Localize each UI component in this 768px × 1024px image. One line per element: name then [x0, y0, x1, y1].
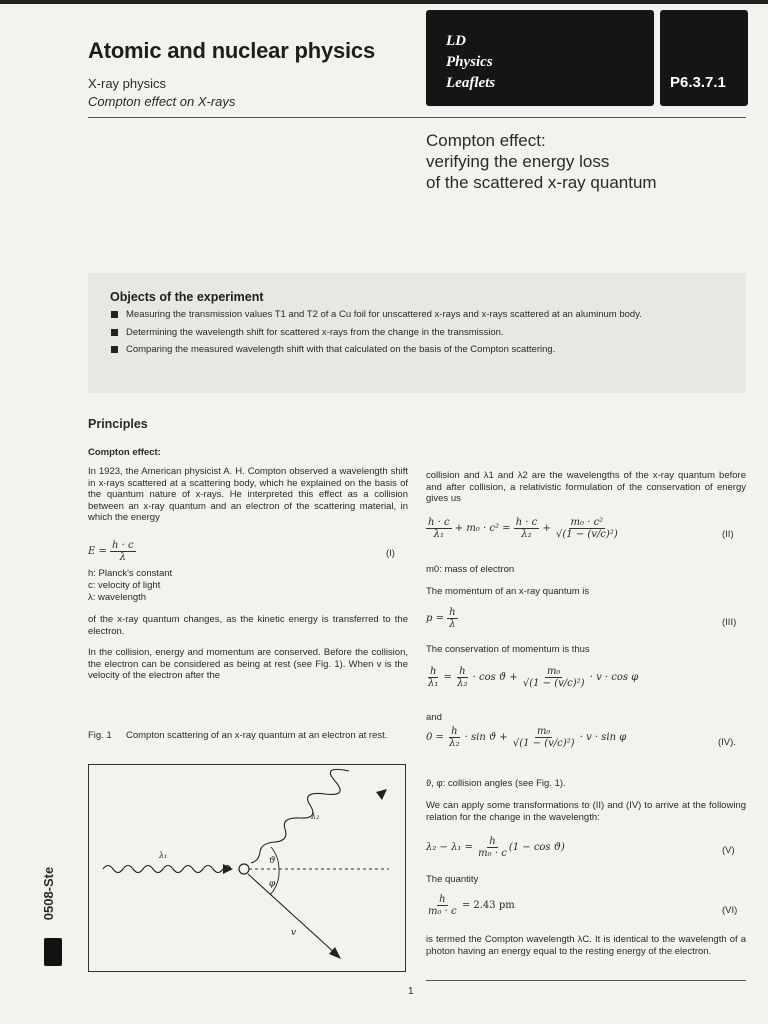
headline-line-2: verifying the energy loss	[426, 152, 610, 171]
header-rule	[88, 117, 746, 118]
compton-wavelength-value: = 2.43 pm	[461, 900, 515, 911]
incident-photon-wave	[103, 866, 231, 873]
scattering-diagram	[89, 765, 405, 971]
equation-2: $\frac{h \cdot c}{\text{λ₁}}$ + m₀ · c² = $\frac{h \cdot c}{\text{λ₂}}$ + $\frac{\text{m₀ · c²}}{\text{√(1 − (v/c)²)}}$	[428, 517, 618, 540]
headline	[426, 130, 657, 193]
subject-line: X-ray physics	[88, 76, 167, 91]
side-code-text: 0508-Ste	[41, 866, 57, 921]
definitions	[88, 568, 288, 604]
scattered-photon-wave	[251, 769, 349, 863]
leaflet-code: P6.3.7.1	[670, 74, 726, 91]
figure-compton-scattering	[88, 764, 406, 972]
collision-angles-text: ϑ, φ: collision angles (see Fig. 1).	[426, 778, 566, 789]
top-border	[0, 0, 768, 4]
scattered-arrowhead	[376, 789, 387, 800]
equation-1: E = $\frac{h \cdot c}{\lambda}$	[88, 540, 134, 563]
badge-line-ld: LD	[446, 33, 466, 49]
badge-line-leaflets: Leaflets	[446, 75, 496, 91]
equation-1-label: (I)	[386, 548, 395, 559]
quantity-text: The quantity	[426, 874, 479, 885]
theta-label: ϑ	[269, 856, 276, 866]
velocity-label: v	[291, 928, 297, 938]
equation-2-label: (II)	[722, 529, 734, 540]
objects-title: Objects of the experiment	[110, 290, 264, 304]
equation-3-label: (III)	[722, 617, 737, 628]
equation-4a: $\frac{h}{\text{λ₁}}$ = $\frac{h}{\text{λ₂}}$ · cos ϑ + $\frac{\text{m₀}}{\text{√(1 − (v/c)²)}}$ · v · cos φ	[428, 666, 639, 689]
leaflet-code-badge	[660, 10, 748, 106]
objects-list	[108, 309, 738, 362]
topic-line: Compton effect on X-rays	[88, 94, 236, 109]
side-code	[41, 856, 70, 936]
equation-3: p = $\frac{h}{\lambda}$	[426, 607, 456, 630]
definition-lambda: λ: wavelength	[88, 592, 147, 603]
energy-transfer-paragraph: of the x-ray quantum changes, as the kinetic energy is transferred to the electron.	[88, 614, 408, 637]
equation-4-label: (IV).	[718, 737, 736, 748]
page-number: 1	[408, 986, 414, 997]
equation-5: λ₂ − λ₁ = $\frac{h}{\text{m₀ · c}}$ (1 − cos ϑ)	[426, 836, 565, 859]
transformation-paragraph: We can apply some transformations to (II) and (IV) to arrive at the following relation for the change in the wavelength:	[426, 800, 746, 823]
equation-6: $\frac{h}{\text{m₀ · c}}$ = 2.43 pm	[428, 894, 515, 917]
intro-paragraph: In 1923, the American physicist A. H. Compton observed a wavelength shift in x-rays scattered at a scattering body, which he explained on the basis of the quantum nature of x-rays. He interpreted this effect as a collision between an x-ray quantum and an electron of the scattering material, in which the energy	[88, 466, 408, 524]
objects-item: Determining the wavelength shift for scattered x-rays from the change in the transmission.	[108, 327, 738, 340]
phi-label: φ	[269, 879, 276, 889]
leybold-logo	[44, 938, 62, 966]
badge-line-physics: Physics	[446, 54, 493, 70]
and-text: and	[426, 712, 442, 723]
electron-mass-definition: m0: mass of electron	[426, 564, 515, 575]
lambda2-label: λ₂	[311, 812, 320, 821]
principles-heading: Principles	[88, 417, 148, 431]
momentum-conservation-text: The conservation of momentum is thus	[426, 644, 590, 655]
conservation-paragraph: In the collision, energy and momentum are conserved. Before the collision, the electron can be considered as being at rest (see Fig. 1). When v is the velocity of the electron after the	[88, 647, 408, 682]
equation-5-label: (V)	[722, 845, 735, 856]
equation-4b: 0 = $\frac{h}{\text{λ₂}}$ · sin ϑ + $\frac{\text{m₀}}{\text{√(1 − (v/c)²)}}$ · v · sin φ	[426, 726, 627, 749]
definition-h: h: Planck's constant	[88, 568, 173, 579]
electron-recoil-line	[248, 874, 337, 955]
footer-rule	[426, 980, 746, 981]
definition-c: c: velocity of light	[88, 580, 161, 591]
compton-subheading: Compton effect:	[88, 447, 161, 458]
electron	[239, 864, 249, 874]
ld-leaflets-badge	[426, 10, 654, 106]
lambda1-label: λ₁	[159, 851, 168, 860]
page-title: Atomic and nuclear physics	[88, 38, 375, 63]
figure-caption: Compton scattering of an x-ray quantum at an electron at rest.	[126, 730, 388, 741]
equation-6-label: (VI)	[722, 905, 738, 916]
objects-item: Measuring the transmission values T1 and T2 of a Cu foil for unscattered x-rays and x-rays scattered at an aluminum body.	[108, 309, 738, 322]
relativistic-paragraph: collision and λ1 and λ2 are the wavelengths of the x-ray quantum before and after collision, a relativistic formulation of the conservation of energy gives us	[426, 470, 746, 505]
figure-label: Fig. 1	[88, 730, 112, 741]
headline-line-1: Compton effect:	[426, 131, 546, 150]
objects-item: Comparing the measured wavelength shift with that calculated on the basis of the Compton scattering.	[108, 344, 738, 357]
momentum-text: The momentum of an x-ray quantum is	[426, 586, 590, 597]
headline-line-3: of the scattered x-ray quantum	[426, 173, 657, 192]
compton-wavelength-paragraph: is termed the Compton wavelength λC. It is identical to the wavelength of a photon having an energy equal to the resting energy of the electron.	[426, 934, 746, 957]
